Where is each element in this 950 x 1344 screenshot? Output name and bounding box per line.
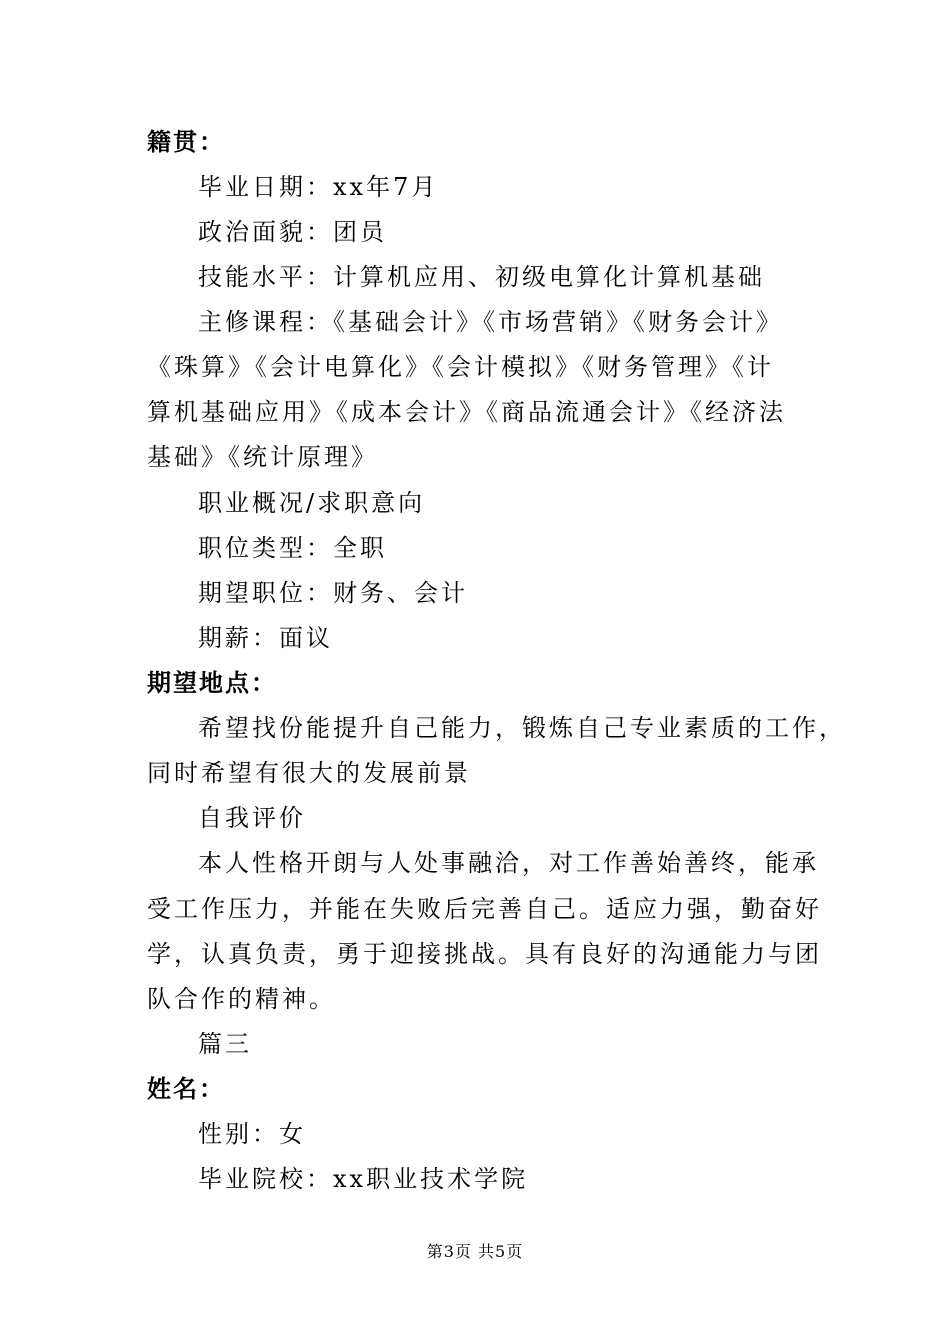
field-label-name: 姓名： [147, 1075, 225, 1103]
expected-salary-line: 期薪：面议 [198, 624, 333, 652]
major-courses-continuation-1: 《珠算》《会计电算化》《会计模拟》《财务管理》《计 [147, 353, 774, 381]
graduate-school-line: 毕业院校：xx职业技术学院 [198, 1165, 529, 1193]
field-label-native-place: 籍贯： [147, 128, 225, 156]
self-evaluation-line-2: 受工作压力，并能在失败后完善自己。适应力强，勤奋好 [147, 895, 822, 923]
political-status-line: 政治面貌：团员 [198, 218, 387, 246]
section-heading-job-intention: 职业概况/求职意向 [198, 489, 426, 517]
self-evaluation-line-3: 学，认真负责，勇于迎接挑战。具有良好的沟通能力与团 [147, 940, 822, 968]
job-type-line: 职位类型：全职 [198, 534, 387, 562]
career-goal-line-1: 希望找份能提升自己能力，锻炼自己专业素质的工作， [198, 714, 846, 742]
gender-line: 性别：女 [198, 1120, 306, 1148]
graduation-date-line: 毕业日期：xx年7月 [198, 173, 439, 201]
expected-position-line: 期望职位：财务、会计 [198, 579, 468, 607]
career-goal-line-2: 同时希望有很大的发展前景 [147, 759, 471, 787]
section-heading-part-three: 篇三 [198, 1030, 252, 1058]
skill-level-line: 技能水平：计算机应用、初级电算化计算机基础 [198, 263, 765, 291]
field-label-expected-location: 期望地点： [147, 669, 277, 697]
section-heading-self-evaluation: 自我评价 [198, 804, 306, 832]
major-courses-continuation-2: 算机基础应用》《成本会计》《商品流通会计》《经济法 [147, 398, 786, 426]
major-courses-line: 主修课程：《基础会计》《市场营销》《财务会计》 [198, 308, 783, 336]
self-evaluation-line-4: 队合作的精神。 [147, 985, 336, 1013]
page-number-footer: 第3页 共5页 [426, 1242, 524, 1261]
major-courses-continuation-3: 基础》《统计原理》 [147, 443, 378, 471]
self-evaluation-line-1: 本人性格开朗与人处事融洽，对工作善始善终，能承 [198, 849, 819, 877]
